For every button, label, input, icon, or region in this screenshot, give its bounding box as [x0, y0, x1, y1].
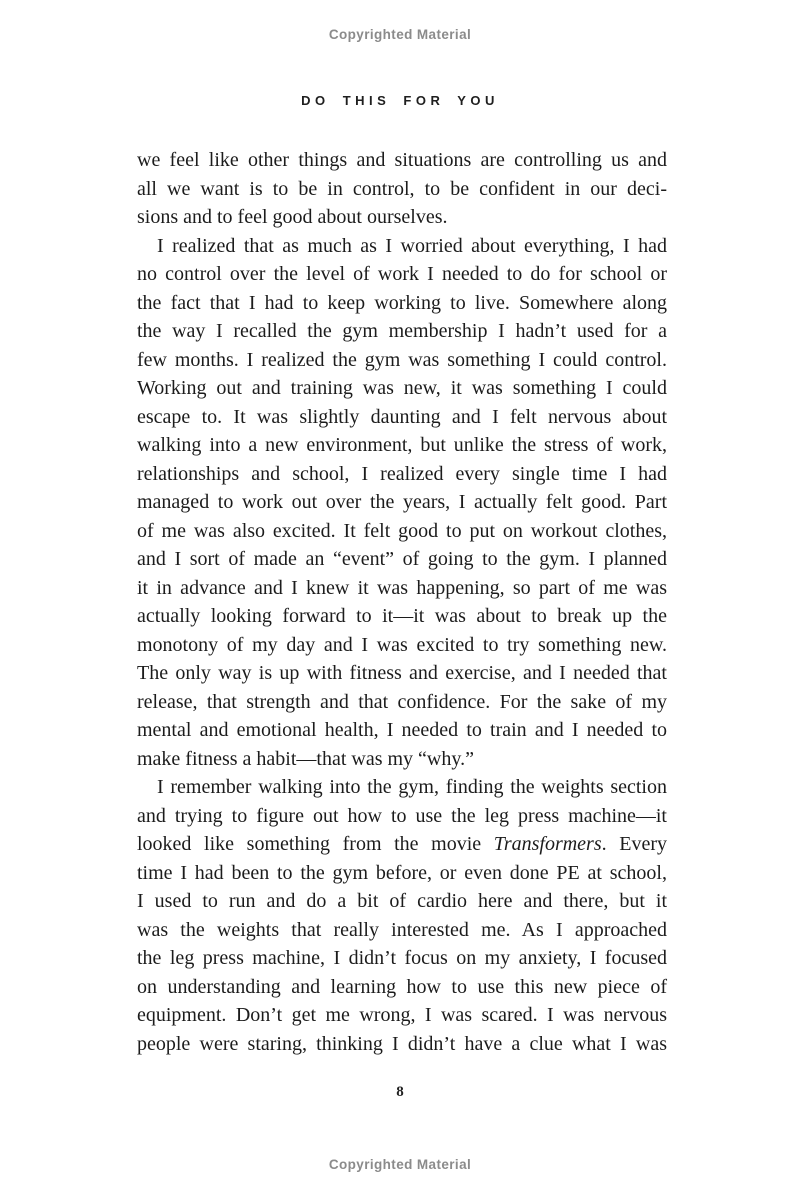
text-line: walking into a new environment, but unlike the stress of work,	[137, 434, 667, 456]
text-line: sions and to feel good about ourselves.	[137, 206, 448, 228]
text-line: and trying to figure out how to use the leg press machine—it	[137, 804, 667, 827]
running-header: DO THIS FOR YOU	[301, 93, 499, 108]
text-line: looked like something from the movie Transformers. Every	[137, 833, 667, 855]
text-line: the way I recalled the gym membership I hadn’t used for a	[137, 320, 667, 342]
text-line: time I had been to the gym before, or even done PE at school,	[137, 861, 667, 884]
text-line: the fact that I had to keep working to live. Somewhere along	[137, 291, 667, 314]
text-line: no control over the level of work I needed to do for school or	[137, 263, 667, 285]
text-line: and I sort of made an “event” of going to the gym. I planned	[137, 548, 667, 570]
text-line: escape to. It was slightly daunting and I felt nervous about	[137, 405, 667, 428]
text-line: equipment. Don’t get me wrong, I was scared. I was nervous	[137, 1004, 667, 1026]
text-line: people were staring, thinking I didn’t have a clue what I was	[137, 1032, 667, 1055]
text-line: managed to work out over the years, I actually felt good. Part	[137, 491, 667, 513]
text-line: I realized that as much as I worried about everything, I had	[157, 234, 667, 257]
text-line: all we want is to be in control, to be confident in our deci-	[137, 177, 667, 200]
text-line: The only way is up with fitness and exercise, and I needed that	[137, 662, 667, 684]
text-line: we feel like other things and situations are controlling us and	[137, 149, 667, 171]
text-line: few months. I realized the gym was something I could control.	[137, 348, 667, 371]
copyright-watermark-bottom: Copyrighted Material	[328, 1157, 472, 1172]
text-line: the leg press machine, I didn’t focus on my anxiety, I focused	[137, 947, 667, 969]
body-text	[137, 146, 667, 1058]
page-number: 8	[396, 1084, 404, 1100]
text-line: monotony of my day and I was excited to try something new.	[137, 633, 667, 656]
text-line: Working out and training was new, it was something I could	[137, 377, 667, 399]
copyright-watermark-top: Copyrighted Material	[328, 27, 472, 42]
text-line: I remember walking into the gym, finding the weights section	[157, 776, 667, 798]
text-line: mental and emotional health, I needed to train and I needed to	[137, 719, 667, 741]
text-line: of me was also excited. It felt good to put on workout clothes,	[137, 519, 667, 542]
text-line: make fitness a habit—that was my “why.”	[137, 747, 474, 770]
text-line: on understanding and learning how to use this new piece of	[137, 975, 667, 998]
text-line: I used to run and do a bit of cardio here and there, but it	[137, 890, 667, 912]
text-line: relationships and school, I realized every single time I had	[137, 462, 667, 485]
text-line: it in advance and I knew it was happening, so part of me was	[137, 576, 667, 599]
text-line: actually looking forward to it—it was about to break up the	[137, 605, 667, 627]
text-line: was the weights that really interested me. As I approached	[137, 918, 667, 941]
text-line: release, that strength and that confidence. For the sake of my	[137, 690, 667, 713]
